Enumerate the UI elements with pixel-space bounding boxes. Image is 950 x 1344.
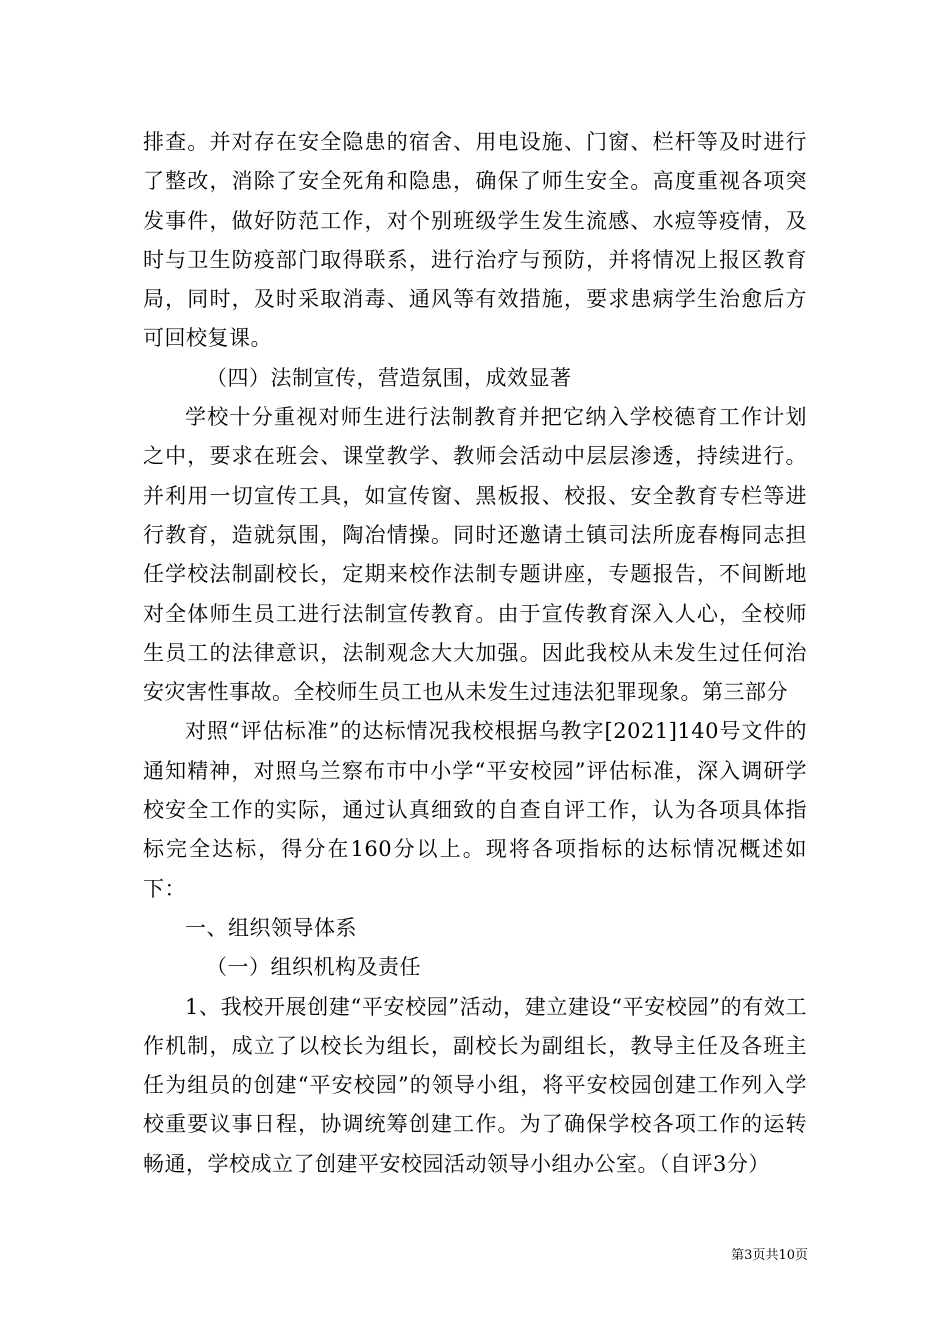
- document-body: [143, 123, 807, 1184]
- paragraph-continued-inspection: 排查。并对存在安全隐患的宿舍、用电设施、门窗、栏杆等及时进行了整改，消除了安全死角和隐患，确保了师生安全。高度重视各项突发事件，做好防范工作，对个别班级学生发生流感、水痘等疫情，及时与卫生防疫部门取得联系，进行治疗与预防，并将情况上报区教育局，同时，及时采取消毒、通风等有效措施，要求患病学生治愈后方可回校复课。: [143, 130, 807, 351]
- page-number-footer: 第3页共10页: [731, 1248, 808, 1263]
- paragraph-evaluation-standard: 对照“评估标准”的达标情况我校根据乌教字[2021]140号文件的通知精神，对照乌兰察布市中小学“平安校园”评估标准，深入调研学校安全工作的实际，通过认真细致的自查自评工作，认为各项具体指标完全达标，得分在160分以上。现将各项指标的达标情况概述如下：: [143, 719, 807, 901]
- heading-legal-publicity: （四）法制宣传，营造氛围，成效显著: [206, 365, 572, 390]
- heading-organization-responsibility: （一）组织机构及责任: [206, 955, 421, 980]
- paragraph-safe-campus-group: 1、我校开展创建“平安校园”活动，建立建设“平安校园”的有效工作机制，成立了以校长为组长，副校长为副组长，教导主任及各班主任为组员的创建“平安校园”的领导小组，将平安校园创建工作列入学校重要议事日程，协调统筹创建工作。为了确保学校各项工作的运转畅通，学校成立了创建平安校园活动领导小组办公室。（自评3分）: [143, 994, 807, 1176]
- heading-organization-system: 一、组织领导体系: [185, 915, 357, 940]
- paragraph-legal-education: 学校十分重视对师生进行法制教育并把它纳入学校德育工作计划之中，要求在班会、课堂教学、教师会活动中层层渗透，持续进行。并利用一切宣传工具，如宣传窗、黑板报、校报、安全教育专栏等进行教育，造就氛围，陶冶情操。同时还邀请土镇司法所庞春梅同志担任学校法制副校长，定期来校作法制专题讲座，专题报告，不间断地对全体师生员工进行法制宣传教育。由于宣传教育深入人心，全校师生员工的法律意识，法制观念大大加强。因此我校从未发生过任何治安灾害性事故。全校师生员工也从未发生过违法犯罪现象。第三部分: [143, 405, 807, 705]
